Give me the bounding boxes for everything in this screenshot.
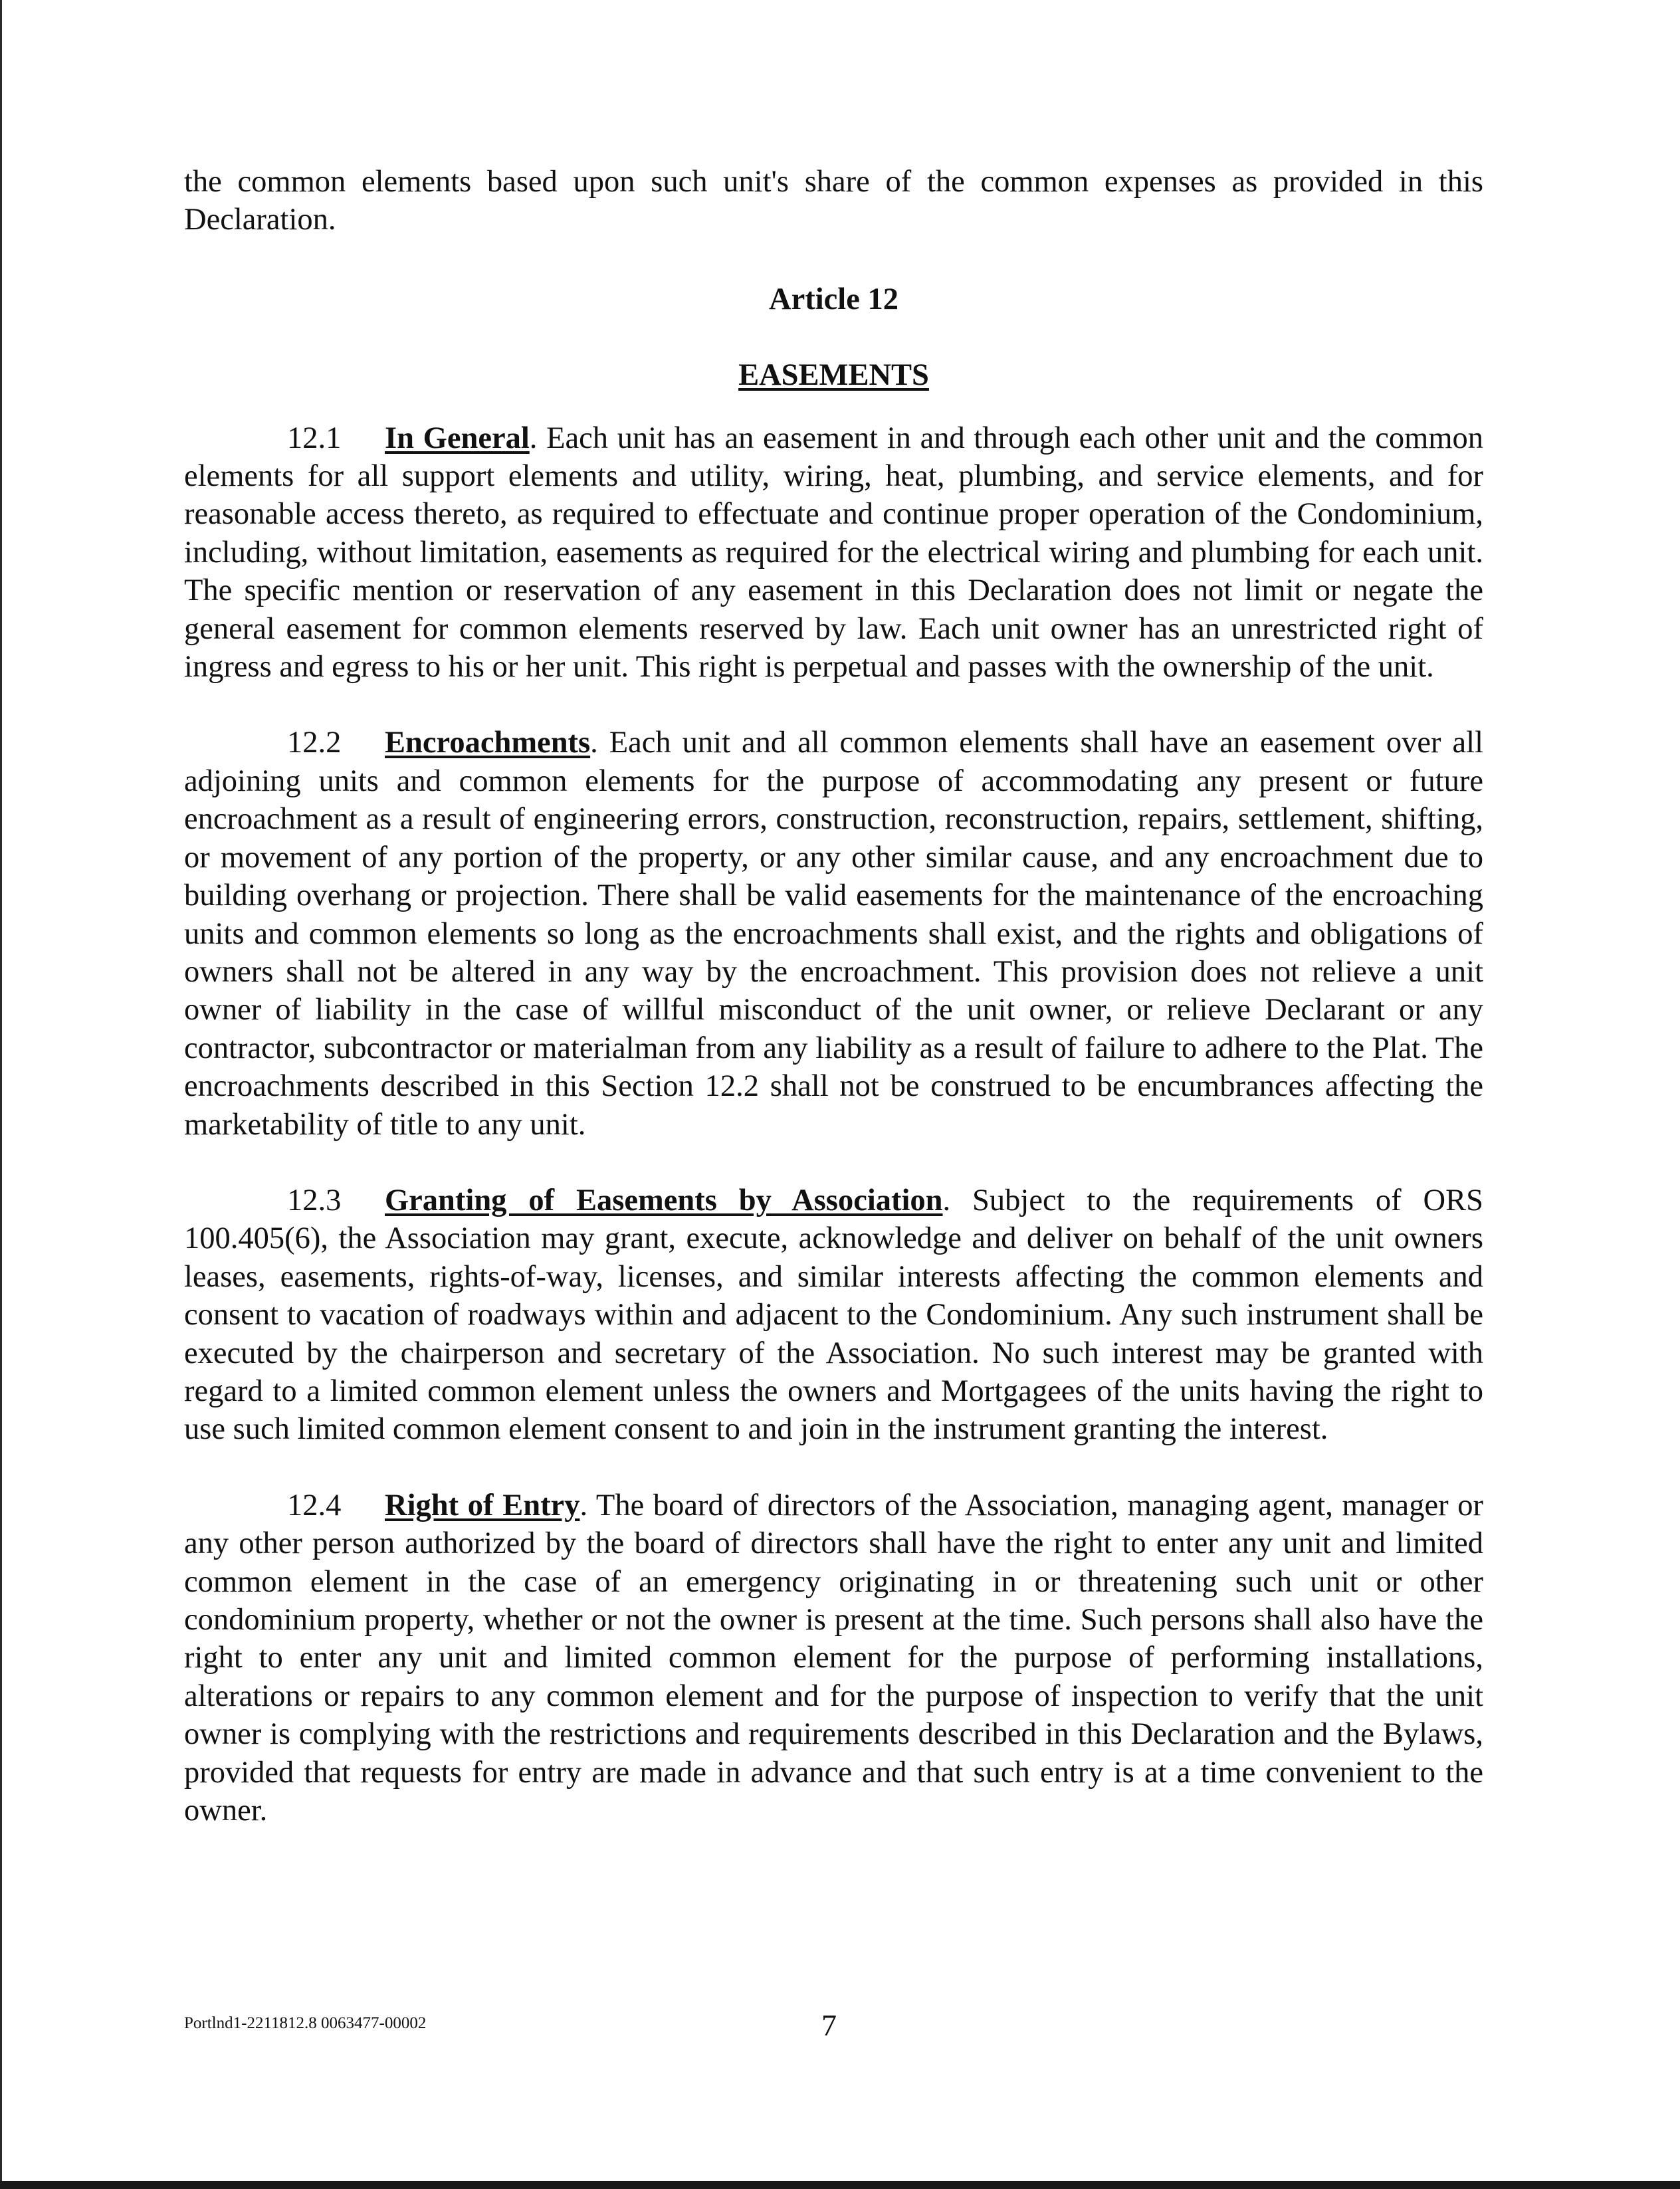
scan-left-edge	[0, 0, 2, 2189]
section-heading: Granting of Easements by Association	[385, 1183, 943, 1217]
article-number: Article 12	[769, 282, 898, 316]
footer-document-id: Portlnd1-2211812.8 0063477-00002	[184, 2014, 427, 2032]
article-title: EASEMENTS	[738, 358, 929, 393]
section-heading: Right of Entry	[385, 1488, 580, 1522]
section-number: 12.2	[287, 726, 342, 760]
section-12-2	[184, 724, 1483, 1143]
scan-bottom-edge	[0, 2181, 1680, 2189]
section-text: . Each unit has an easement in and through each other unit and the common elements for all support elements and utility, wiring, heat, plumbing, and service elements, and for reasonable access thereto, as required to effectuate and continue proper operation of the Condominium, including, without limitation, easements as required for the electrical wiring and plumbing for each unit. The specific mention or reservation of any easement in this Declaration does not limit or negate the general easement for common elements reserved by law. Each unit owner has an unrestricted right of ingress and egress to his or her unit. This right is perpetual and passes with the ownership of the unit.	[184, 421, 1483, 684]
section-number: 12.1	[287, 421, 342, 455]
section-12-3	[184, 1182, 1483, 1449]
footer-page-number: 7	[821, 2008, 837, 2042]
section-heading: Encroachments	[385, 726, 591, 760]
section-12-1	[184, 419, 1483, 686]
section-text: . Each unit and all common elements shall have an easement over all adjoining units and common elements for the purpose of accommodating any present or future encroachment as a result of engineering errors, construction, reconstruction, repairs, settlement, shifting, or movement of any portion of the property, or any other similar cause, and any encroachment due to building overhang or projection. There shall be valid easements for the maintenance of the encroaching units and common elements so long as the encroachments shall exist, and the rights and obligations of owners shall not be altered in any way by the encroachment. This provision does not relieve a unit owner of liability in the case of willful misconduct of the unit owner, or relieve Declarant or any contractor, subcontractor or materialman from any liability as a result of failure to adhere to the Plat. The encroachments described in this Section 12.2 shall not be construed to be encumbrances affecting the marketability of title to any unit.	[184, 726, 1483, 1142]
section-text: . The board of directors of the Association, managing agent, manager or any other person authorized by the board of directors shall have the right to enter any unit and limited common element in the case of an emergency originating in or threatening such unit or other condominium property, whether or not the owner is present at the time. Such persons shall also have the right to enter any unit and limited common element for the purpose of performing installations, alterations or repairs to any common element and for the purpose of inspection to verify that the unit owner is complying with the restrictions and requirements described in this Declaration and the Bylaws, provided that requests for entry are made in advance and that such entry is at a time convenient to the owner.	[184, 1488, 1483, 1828]
intro-paragraph: the common elements based upon such unit's share of the common expenses as provided in this Declaration.	[184, 165, 1483, 237]
section-text: . Subject to the requirements of ORS 100.405(6), the Association may grant, execute, acknowledge and deliver on behalf of the unit owners leases, easements, rights-of-way, licenses, and similar interests affecting the common elements and consent to vacation of roadways within and adjacent to the Condominium. Any such instrument shall be executed by the chairperson and secretary of the Association. No such interest may be granted with regard to a limited common element unless the owners and Mortgagees of the units having the right to use such limited common element consent to and join in the instrument granting the interest.	[184, 1183, 1483, 1447]
document-page	[184, 163, 1483, 1829]
section-12-4	[184, 1487, 1483, 1830]
section-number: 12.4	[287, 1488, 342, 1522]
section-number: 12.3	[287, 1183, 342, 1217]
section-heading: In General	[385, 421, 530, 455]
